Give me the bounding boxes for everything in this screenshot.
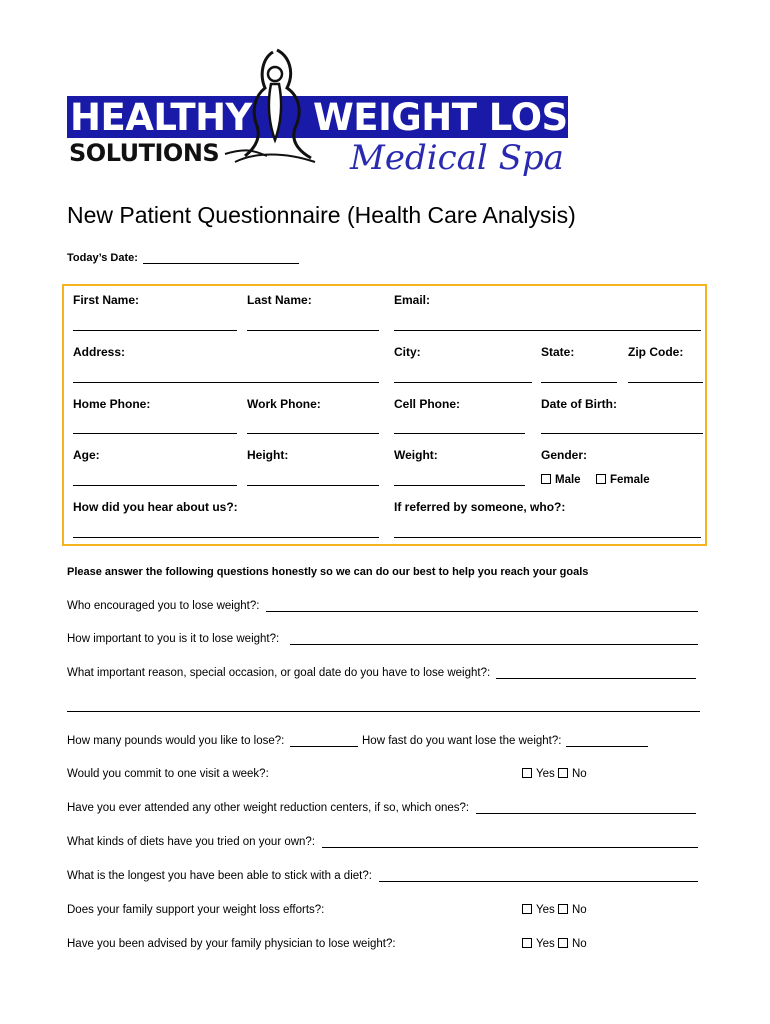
work-phone-field[interactable] [247,433,379,434]
gender-label: Gender: [541,448,588,462]
address-field[interactable] [73,382,379,383]
question-pounds-to-lose: How many pounds would you like to lose?: [67,735,285,747]
question-how-fast: How fast do you want lose the weight?: [362,735,562,747]
hear-about-us-label: How did you hear about us?: [73,500,238,514]
weight-field[interactable] [394,485,525,486]
home-phone-field[interactable] [73,433,237,434]
cell-phone-field[interactable] [394,433,525,434]
question-weekly-visit: Would you commit to one visit a week?: [67,768,269,780]
age-field[interactable] [73,485,237,486]
question-physician-advised: Have you been advised by your family physician to lose weight?: [67,938,396,950]
physician-advised-no-checkbox[interactable] [558,938,568,948]
date-of-birth-field[interactable] [541,433,703,434]
address-label: Address: [73,345,126,359]
work-phone-label: Work Phone: [247,397,321,411]
city-field[interactable] [394,382,532,383]
todays-date-field[interactable] [143,263,299,264]
yes-label: Yes [536,938,555,950]
logo-tagline: Medical Spa [350,138,564,178]
logo-word-solutions: SOLUTIONS [69,139,220,167]
answer-who-encouraged[interactable] [266,611,698,612]
question-how-important: How important to you is it to lose weight?: [67,633,280,645]
answer-diets-tried[interactable] [322,847,698,848]
email-field[interactable] [394,330,701,331]
page-title: New Patient Questionnaire (Health Care Analysis) [67,202,576,228]
answer-other-centers[interactable] [476,813,696,814]
zip-code-field[interactable] [628,382,703,383]
zip-code-label: Zip Code: [628,345,684,359]
weight-label: Weight: [394,448,438,462]
last-name-label: Last Name: [247,293,312,307]
height-label: Height: [247,448,289,462]
email-label: Email: [394,293,431,307]
last-name-field[interactable] [247,330,379,331]
question-other-centers: Have you ever attended any other weight reduction centers, if so, which ones?: [67,802,470,814]
cell-phone-label: Cell Phone: [394,397,461,411]
question-who-encouraged: Who encouraged you to lose weight?: [67,600,260,612]
family-support-yes-checkbox[interactable] [522,904,532,914]
hear-about-us-field[interactable] [73,537,379,538]
weekly-visit-options [522,768,587,780]
referred-by-label: If referred by someone, who?: [394,500,566,514]
female-checkbox[interactable] [596,474,606,484]
question-family-support: Does your family support your weight loss efforts?: [67,904,325,916]
yes-label: Yes [536,904,555,916]
yoga-figure-icon [215,44,325,174]
female-label: Female [610,474,650,486]
physician-advised-yes-checkbox[interactable] [522,938,532,948]
gender-male-option[interactable] [541,474,581,486]
answer-how-important[interactable] [290,644,698,645]
question-longest-diet: What is the longest you have been able to stick with a diet?: [67,870,372,882]
date-of-birth-label: Date of Birth: [541,397,617,411]
question-diets-tried: What kinds of diets have you tried on your own?: [67,836,316,848]
male-label: Male [555,474,581,486]
logo-word-weight-loss: WEIGHT LOSS [313,96,593,139]
weekly-visit-yes-checkbox[interactable] [522,768,532,778]
answer-how-fast[interactable] [566,746,648,747]
weekly-visit-no-checkbox[interactable] [558,768,568,778]
first-name-field[interactable] [73,330,237,331]
todays-date-label: Today’s Date: [67,252,138,264]
first-name-label: First Name: [73,293,140,307]
answer-important-reason-continued[interactable] [67,711,700,712]
state-label: State: [541,345,575,359]
no-label: No [571,904,587,916]
city-label: City: [394,345,421,359]
gender-female-option[interactable] [596,474,650,486]
referred-by-field[interactable] [394,537,701,538]
height-field[interactable] [247,485,379,486]
family-support-no-checkbox[interactable] [558,904,568,914]
logo-word-healthy: HEALTHY [70,96,252,139]
instructions-text: Please answer the following questions honestly so we can do our best to help you reach your goals [67,566,589,578]
physician-advised-options [522,938,587,950]
age-label: Age: [73,448,100,462]
no-label: No [571,938,587,950]
yes-label: Yes [536,768,555,780]
male-checkbox[interactable] [541,474,551,484]
family-support-options [522,904,587,916]
answer-important-reason[interactable] [496,678,696,679]
question-important-reason: What important reason, special occasion, or goal date do you have to lose weight?: [67,667,491,679]
answer-longest-diet[interactable] [379,881,698,882]
answer-pounds-to-lose[interactable] [290,746,358,747]
home-phone-label: Home Phone: [73,397,151,411]
state-field[interactable] [541,382,617,383]
no-label: No [571,768,587,780]
